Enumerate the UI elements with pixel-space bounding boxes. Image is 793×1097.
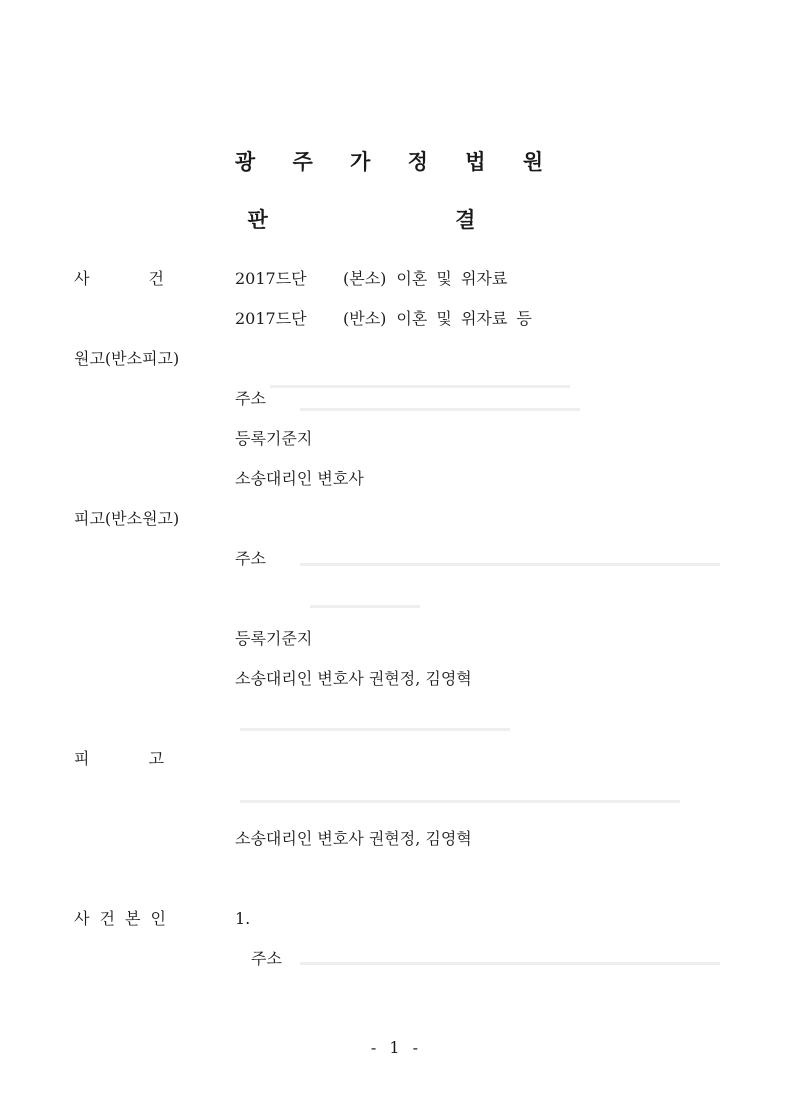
principal-label-char: 사 — [74, 909, 90, 928]
defendant2-counsel: 소송대리인 변호사 권현정, 김영혁 — [235, 829, 472, 848]
plaintiff-registry-label: 등록기준지 — [235, 429, 313, 448]
case-entry — [235, 309, 532, 329]
case-description: 이혼 및 위자료 등 — [396, 309, 532, 328]
redaction-mark — [270, 385, 570, 388]
defendant-counsel: 소송대리인 변호사 권현정, 김영혁 — [235, 669, 472, 688]
document-type: 판 결 — [247, 208, 566, 232]
redaction-mark — [300, 408, 580, 411]
court-name: 광 주 가 정 법 원 — [234, 150, 559, 174]
case-type: (본소) — [343, 269, 387, 288]
defendant-address-label: 주소 — [235, 549, 266, 568]
principal-address-label: 주소 — [251, 949, 282, 968]
case-label-left: 사 — [74, 269, 90, 288]
case-type: (반소) — [343, 309, 387, 328]
page-number: - 1 - — [370, 1038, 423, 1057]
case-entry — [235, 269, 507, 289]
defendant2-label-left: 피 — [74, 749, 90, 768]
case-number: 2017드단 — [235, 269, 307, 288]
case-label — [74, 269, 164, 289]
redaction-mark — [310, 605, 420, 608]
case-description: 이혼 및 위자료 — [396, 269, 508, 288]
defendant2-label-right: 고 — [148, 749, 164, 768]
plaintiff-address-label: 주소 — [235, 389, 266, 408]
redaction-mark — [300, 563, 720, 566]
principal-label — [74, 909, 166, 929]
defendant2-label — [74, 749, 164, 769]
principal-label-char: 본 — [125, 909, 141, 928]
principal-label-char: 건 — [99, 909, 115, 928]
principal-label-char: 인 — [150, 909, 166, 928]
case-label-right: 건 — [148, 269, 164, 288]
plaintiff-label: 원고(반소피고) — [74, 349, 180, 368]
defendant-label: 피고(반소원고) — [74, 509, 180, 528]
case-number: 2017드단 — [235, 309, 307, 328]
plaintiff-counsel-label: 소송대리인 변호사 — [235, 469, 364, 488]
redaction-mark — [300, 962, 720, 965]
principal-item-number: 1. — [235, 909, 251, 928]
redaction-mark — [240, 728, 510, 731]
redaction-mark — [240, 800, 680, 803]
defendant-registry-label: 등록기준지 — [235, 629, 313, 648]
